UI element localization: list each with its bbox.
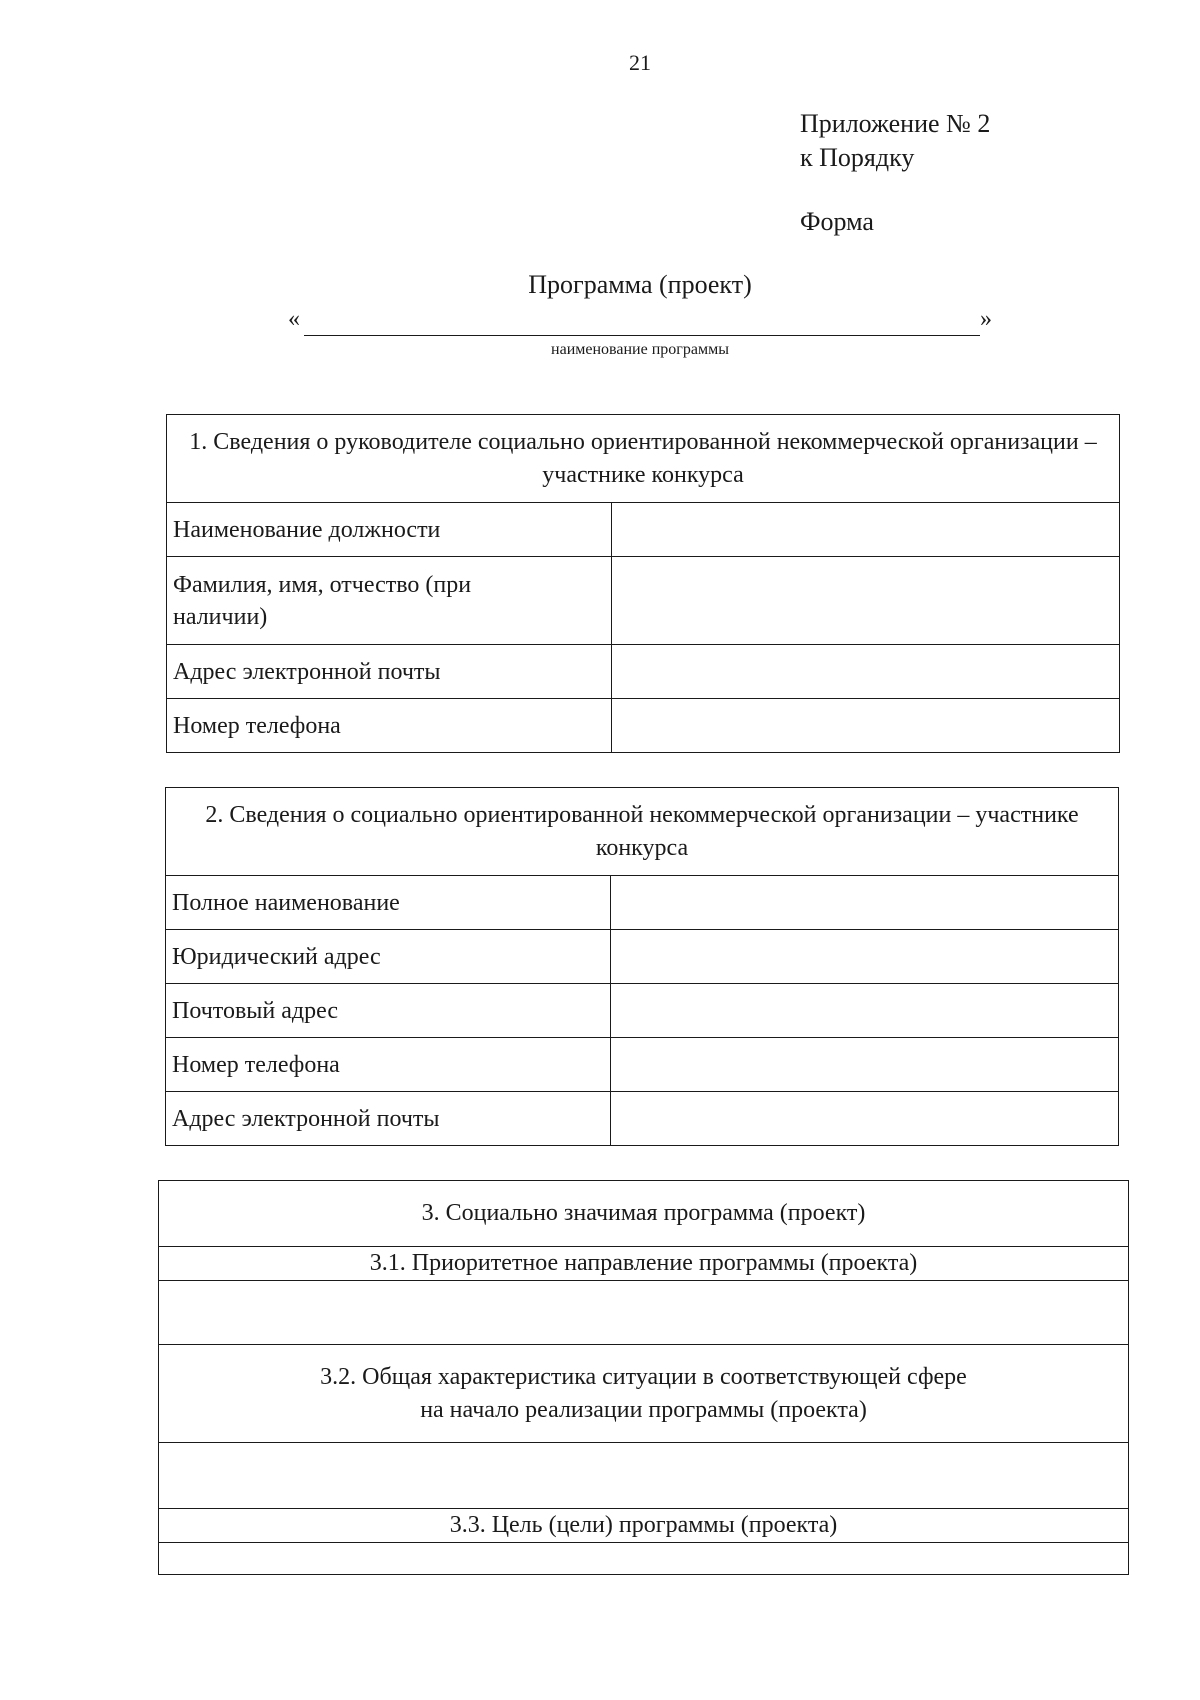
program-name-caption: наименование программы xyxy=(551,341,729,358)
section1-field-position[interactable] xyxy=(612,503,1120,557)
section3-sub2-line1: 3.2. Общая характеристика ситуации в соответствующей сфере xyxy=(320,1363,967,1390)
section1-label-position: Наименование должности xyxy=(167,503,612,557)
section1-field-email[interactable] xyxy=(612,645,1120,699)
section2-field-postal-address[interactable] xyxy=(611,984,1119,1038)
program-title: Программа (проект) xyxy=(528,270,752,299)
page-number: 21 xyxy=(629,50,651,75)
section1-field-phone[interactable] xyxy=(612,699,1120,753)
section2-label-fullname: Полное наименование xyxy=(166,876,611,930)
section1-heading: 1. Сведения о руководителе социально ориентированной некоммерческой организации – участнике конкурса xyxy=(167,415,1120,503)
section3-sub1-heading: 3.1. Приоритетное направление программы (проекта) xyxy=(159,1247,1129,1281)
section2-field-fullname[interactable] xyxy=(611,876,1119,930)
section1-label-fullname xyxy=(167,557,612,645)
section2-label-email: Адрес электронной почты xyxy=(166,1092,611,1146)
open-quote: « xyxy=(288,306,300,332)
program-name-line[interactable] xyxy=(304,335,980,336)
section1-label-email: Адрес электронной почты xyxy=(167,645,612,699)
section3-table xyxy=(158,1180,1129,1575)
section2-heading: 2. Сведения о социально ориентированной некоммерческой организации – участнике конкурса xyxy=(166,788,1119,876)
section3-sub2-line2: на начало реализации программы (проекта) xyxy=(420,1396,867,1423)
section3-heading: 3. Социально значимая программа (проект) xyxy=(159,1181,1129,1247)
section3-sub1-field[interactable] xyxy=(159,1281,1129,1345)
form-label: Форма xyxy=(800,207,874,236)
section1-table xyxy=(166,414,1120,753)
section2-label-phone: Номер телефона xyxy=(166,1038,611,1092)
appendix-reference: к Порядку xyxy=(800,143,915,172)
close-quote: » xyxy=(980,306,992,332)
section3-sub2-heading xyxy=(159,1345,1129,1443)
section2-field-phone[interactable] xyxy=(611,1038,1119,1092)
section2-label-postal-address: Почтовый адрес xyxy=(166,984,611,1038)
section2-field-email[interactable] xyxy=(611,1092,1119,1146)
section1-field-fullname[interactable] xyxy=(612,557,1120,645)
section2-table xyxy=(165,787,1119,1146)
section3-sub3-heading: 3.3. Цель (цели) программы (проекта) xyxy=(159,1509,1129,1543)
section3-sub3-field[interactable] xyxy=(159,1543,1129,1575)
appendix-number: Приложение № 2 xyxy=(800,109,991,138)
section3-sub2-field[interactable] xyxy=(159,1443,1129,1509)
section2-label-legal-address: Юридический адрес xyxy=(166,930,611,984)
section2-field-legal-address[interactable] xyxy=(611,930,1119,984)
section1-label-phone: Номер телефона xyxy=(167,699,612,753)
section1-label-fullname-text: Фамилия, имя, отчество (при наличии) xyxy=(173,571,472,630)
